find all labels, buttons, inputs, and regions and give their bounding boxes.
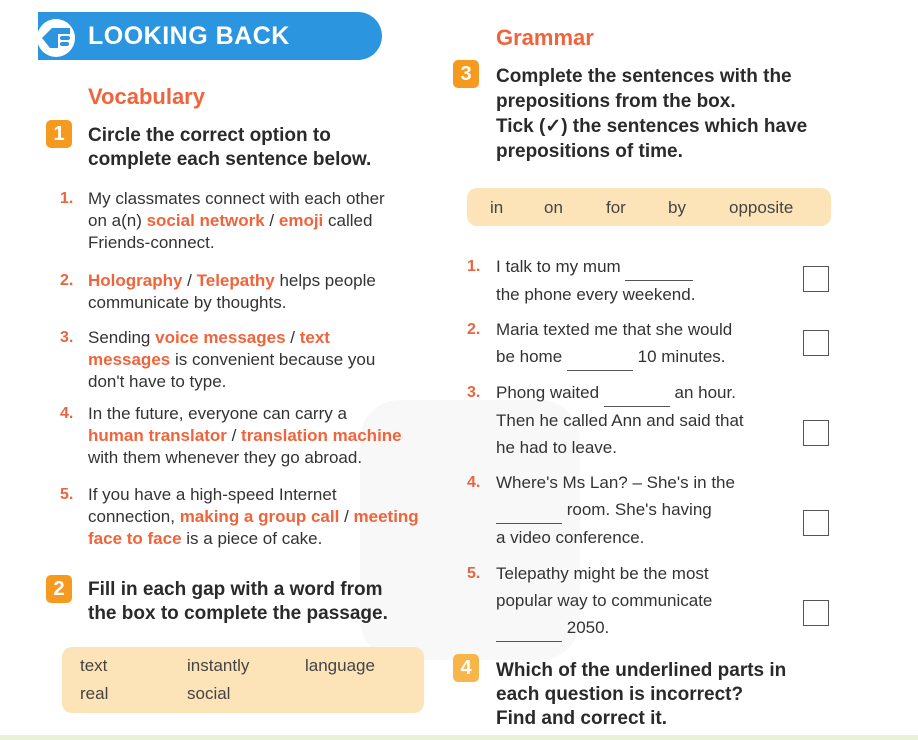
exercise-1-instruction: Circle the correct option to complete each sentence below. — [88, 125, 372, 170]
list-item: 5. Telepathy might be the most popular way to communicate 2050. — [467, 560, 787, 642]
list-item: 2. Holography / Telepathy helps people communicate by thoughts. — [60, 271, 376, 312]
tick-checkbox[interactable] — [803, 420, 829, 446]
word-box-item: social — [187, 684, 231, 703]
answer-blank[interactable] — [567, 343, 633, 371]
option[interactable]: Holography — [88, 271, 183, 290]
answer-blank[interactable] — [496, 614, 562, 642]
list-item: 2. Maria texted me that she would be home 10 minutes. — [467, 316, 787, 371]
answer-blank[interactable] — [496, 496, 562, 524]
word-box-item: on — [544, 198, 563, 217]
answer-blank[interactable] — [625, 253, 693, 281]
exercise-2-instruction: Fill in each gap with a word from the box to complete the passage. — [88, 579, 388, 624]
exercise-4-number: 4 — [453, 654, 479, 682]
list-item: 4. In the future, everyone can carry a human translator / translation machine with them whenever they go abroad. — [60, 404, 402, 467]
tick-checkbox[interactable] — [803, 330, 829, 356]
list-item: 1. I talk to my mum the phone every weekend. — [467, 253, 787, 308]
word-box-item: language — [305, 656, 375, 675]
tick-checkbox[interactable] — [803, 600, 829, 626]
option[interactable]: social network — [146, 211, 265, 230]
grammar-heading: Grammar — [496, 25, 594, 50]
tick-checkbox[interactable] — [803, 266, 829, 292]
option[interactable]: text — [299, 328, 330, 347]
word-box — [62, 647, 424, 713]
option[interactable]: making a group call — [179, 507, 340, 526]
option[interactable]: human translator — [88, 426, 227, 445]
tick-checkbox[interactable] — [803, 510, 829, 536]
pointing-hand-icon — [36, 14, 80, 58]
word-box-item: instantly — [187, 656, 250, 675]
answer-blank[interactable] — [604, 379, 670, 407]
word-box-item: opposite — [729, 198, 794, 217]
option[interactable]: Telepathy — [196, 271, 275, 290]
word-box-item: text — [80, 656, 108, 675]
list-item: 4. Where's Ms Lan? – She's in the room. She's having a video conference. — [467, 473, 735, 547]
list-item: 3. Sending voice messages / text messages is convenient because you don't have to type. — [60, 328, 376, 391]
option[interactable]: translation machine — [241, 426, 402, 445]
preposition-box — [467, 188, 831, 226]
word-box-item: real — [80, 684, 109, 703]
bottom-strip — [0, 735, 918, 740]
option[interactable]: meeting — [353, 507, 419, 526]
word-box-item: in — [490, 198, 504, 217]
option[interactable]: emoji — [278, 211, 324, 230]
exercise-4-instruction: Which of the underlined parts in each question is incorrect? Find and correct it. — [496, 660, 787, 729]
word-box-item: for — [606, 198, 626, 217]
list-item: 5. If you have a high-speed Internet connection, making a group call / meeting face to face is a piece of cake. — [60, 485, 419, 548]
exercise-3-number: 3 — [453, 60, 479, 88]
list-item: 1. My classmates connect with each other on a(n) social network / emoji called Friends-connect. — [60, 189, 385, 252]
page-title: LOOKING BACK — [88, 22, 290, 50]
exercise-2-number: 2 — [46, 575, 72, 603]
vocabulary-heading: Vocabulary — [88, 84, 205, 109]
word-box-item: by — [668, 198, 686, 217]
option[interactable]: voice messages — [155, 328, 286, 347]
list-item: 3. Phong waited an hour. Then he called Ann and said that he had to leave. — [467, 379, 787, 461]
exercise-1-number: 1 — [46, 120, 72, 148]
exercise-3-instruction: Complete the sentences with the prepositions from the box. Tick (✓) the sentences which have prepositions of time. — [496, 66, 808, 162]
